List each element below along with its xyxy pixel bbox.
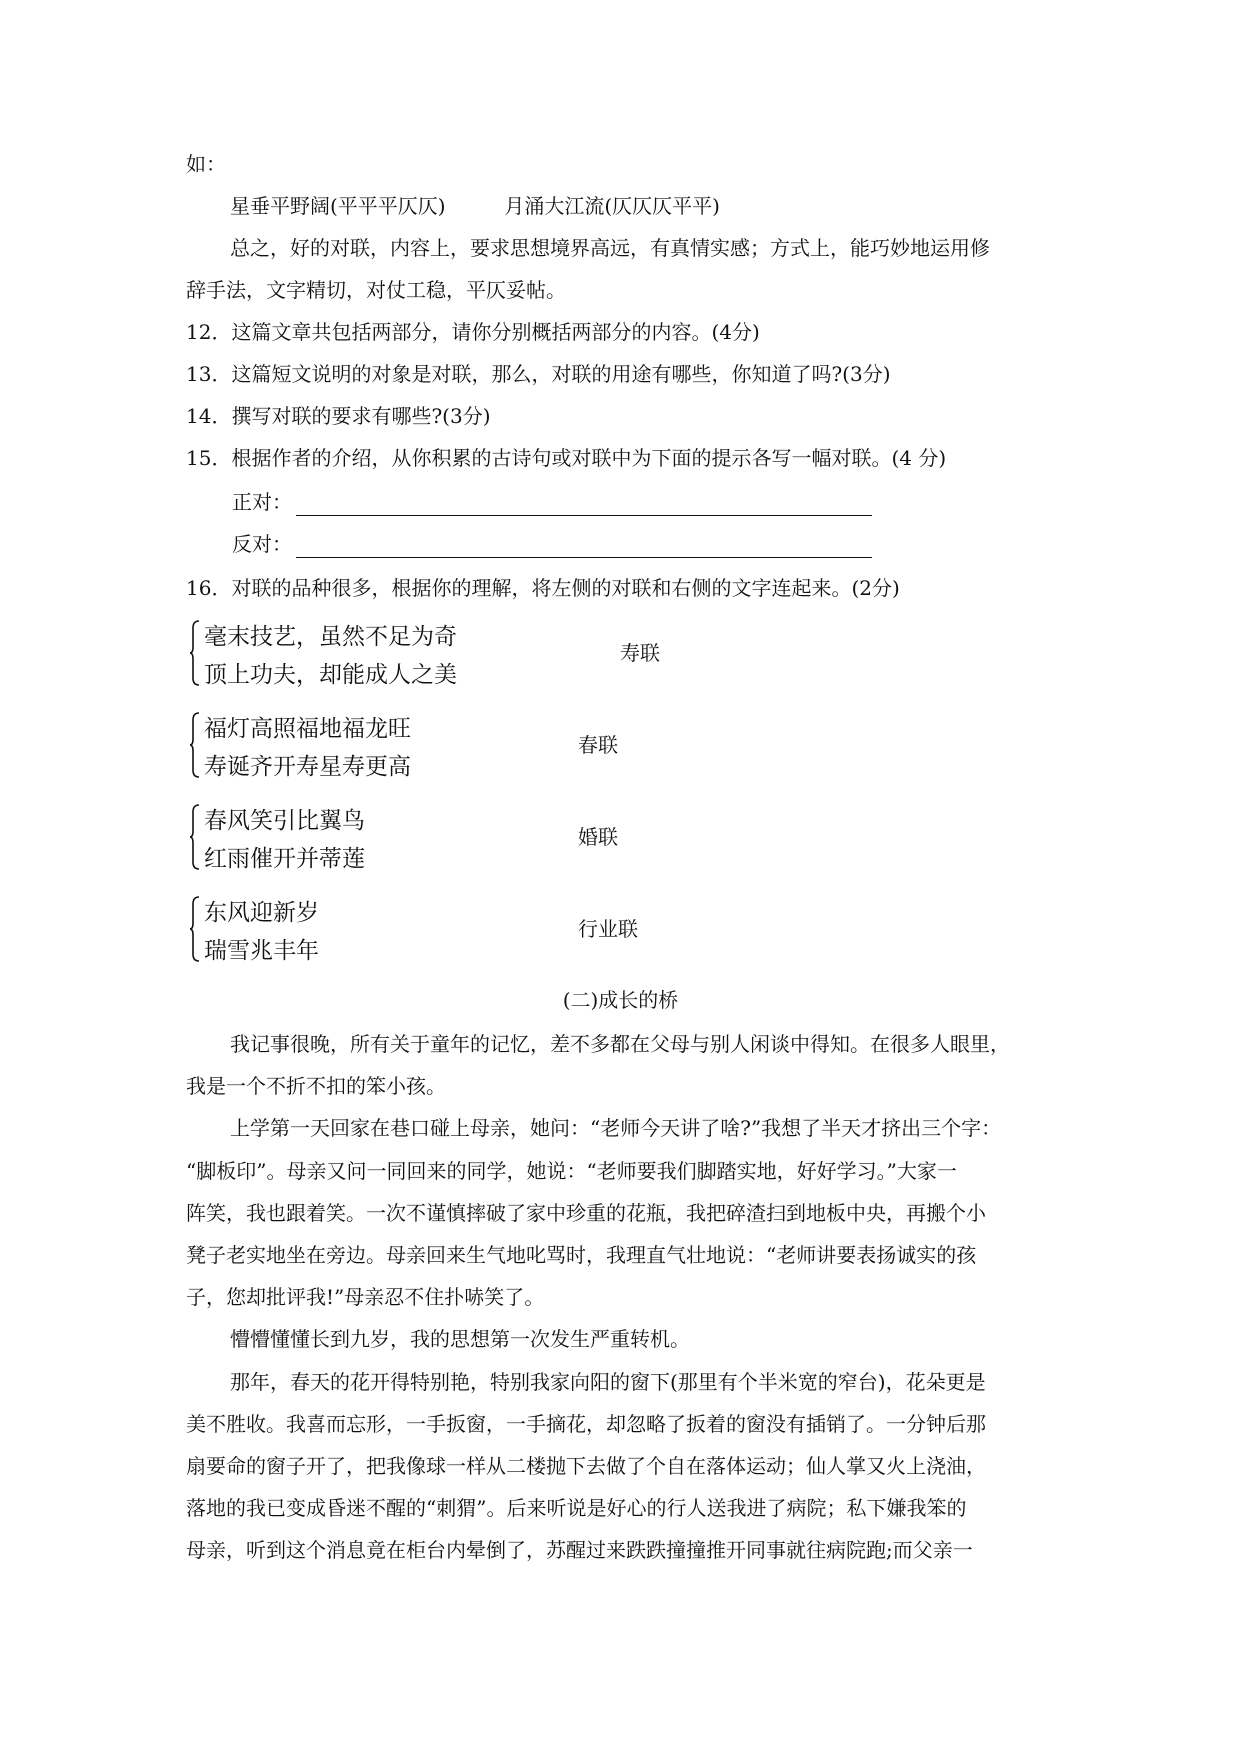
couplet-text	[204, 802, 365, 878]
zhengdui-answer-blank[interactable]	[296, 495, 872, 516]
passage-line: 母亲，听到这个消息竟在柜台内晕倒了，苏醒过来跌跌撞撞推开同事就往病院跑;而父亲一	[186, 1538, 973, 1562]
section-title: (二)成长的桥	[562, 988, 679, 1012]
passage-line: 我是一个不折不扣的笨小孩。	[186, 1074, 446, 1098]
brace-icon	[190, 620, 200, 686]
passage-line: 阵笑，我也跟着笑。一次不谨慎摔破了家中珍重的花瓶，我把碎渣扫到地板中央，再搬个小	[186, 1201, 986, 1225]
fandui-answer-blank[interactable]	[296, 537, 872, 558]
label-hangyelian[interactable]: 行业联	[578, 917, 638, 941]
intro-ru: 如：	[186, 152, 226, 176]
zhengdui-answer-row	[232, 488, 872, 516]
passage-line: 凳子老实地坐在旁边。母亲回来生气地叱骂时，我理直气壮地说：“老师讲要表扬诚实的孩	[186, 1243, 977, 1267]
couplet-line-2: 寿诞齐开寿星寿更高	[204, 754, 411, 780]
passage-line: 落地的我已变成昏迷不醒的“刺猬”。后来听说是好心的行人送我进了病院；私下嫌我笨的	[186, 1496, 967, 1520]
passage-line: 懵懵懂懂长到九岁，我的思想第一次发生严重转机。	[230, 1327, 690, 1351]
question-15: 15．根据作者的介绍，从你积累的古诗句或对联中为下面的提示各写一幅对联。(4 分)	[186, 446, 947, 470]
label-hunlian[interactable]: 婚联	[578, 825, 618, 849]
summary-line-1: 总之，好的对联，内容上，要求思想境界高远，有真情实感；方式上，能巧妙地运用修	[230, 236, 990, 260]
couplet-line-2: 瑞雪兆丰年	[204, 938, 319, 964]
couplet-line-2: 红雨催开并蒂莲	[204, 846, 365, 872]
couplet-line-2: 顶上功夫，却能成人之美	[204, 662, 457, 688]
brace-icon	[190, 896, 200, 962]
zhengdui-label: 正对：	[232, 490, 292, 514]
couplet-line-1: 春风笑引比翼鸟	[204, 808, 365, 834]
passage-line: 那年，春天的花开得特别艳，特别我家向阳的窗下(那里有个半米宽的窄台)，花朵更是	[230, 1370, 986, 1394]
passage-line: 子，您却批评我!”母亲忍不住扑哧笑了。	[186, 1285, 545, 1309]
label-chunlian[interactable]: 春联	[578, 733, 618, 757]
question-13: 13．这篇短文说明的对象是对联，那么，对联的用途有哪些，你知道了吗?(3分)	[186, 362, 891, 386]
couplet-text	[204, 618, 457, 694]
couplet-text	[204, 894, 319, 970]
passage-line: 美不胜收。我喜而忘形，一手扳窗，一手摘花，却忽略了扳着的窗没有插销了。一分钟后那	[186, 1412, 986, 1436]
tonal-example-left: 星垂平野阔(平平平仄仄)	[230, 194, 446, 218]
question-14: 14．撰写对联的要求有哪些?(3分)	[186, 404, 491, 428]
tonal-example-row	[230, 192, 1120, 220]
passage-line: 扇要命的窗子开了，把我像球一样从二楼抛下去做了个自在落体运动；仙人掌又火上浇油，	[186, 1454, 986, 1478]
brace-icon	[190, 804, 200, 870]
couplet-line-1: 福灯高照福地福龙旺	[204, 716, 411, 742]
tonal-example-right: 月涌大江流(仄仄仄平平)	[504, 194, 720, 218]
summary-line-2: 辞手法，文字精切，对仗工稳，平仄妥帖。	[186, 278, 566, 302]
couplet-text	[204, 710, 411, 786]
passage-line: “脚板印”。母亲又问一同回来的同学，她说：“老师要我们脚踏实地，好好学习。”大家一	[186, 1159, 957, 1183]
passage-line: 我记事很晚，所有关于童年的记忆，差不多都在父母与别人闲谈中得知。在很多人眼里，	[230, 1032, 1010, 1056]
couplet-line-1: 东风迎新岁	[204, 900, 319, 926]
fandui-label: 反对：	[232, 532, 292, 556]
label-shoulian[interactable]: 寿联	[620, 641, 660, 665]
fandui-answer-row	[232, 530, 872, 558]
couplet-line-1: 毫末技艺，虽然不足为奇	[204, 624, 457, 650]
question-16: 16．对联的品种很多，根据你的理解，将左侧的对联和右侧的文字连起来。(2分)	[186, 576, 900, 600]
brace-icon	[190, 712, 200, 778]
question-12: 12．这篇文章共包括两部分，请你分别概括两部分的内容。(4分)	[186, 320, 760, 344]
passage-line: 上学第一天回家在巷口碰上母亲，她问：“老师今天讲了啥?”我想了半天才挤出三个字：	[230, 1116, 1002, 1140]
